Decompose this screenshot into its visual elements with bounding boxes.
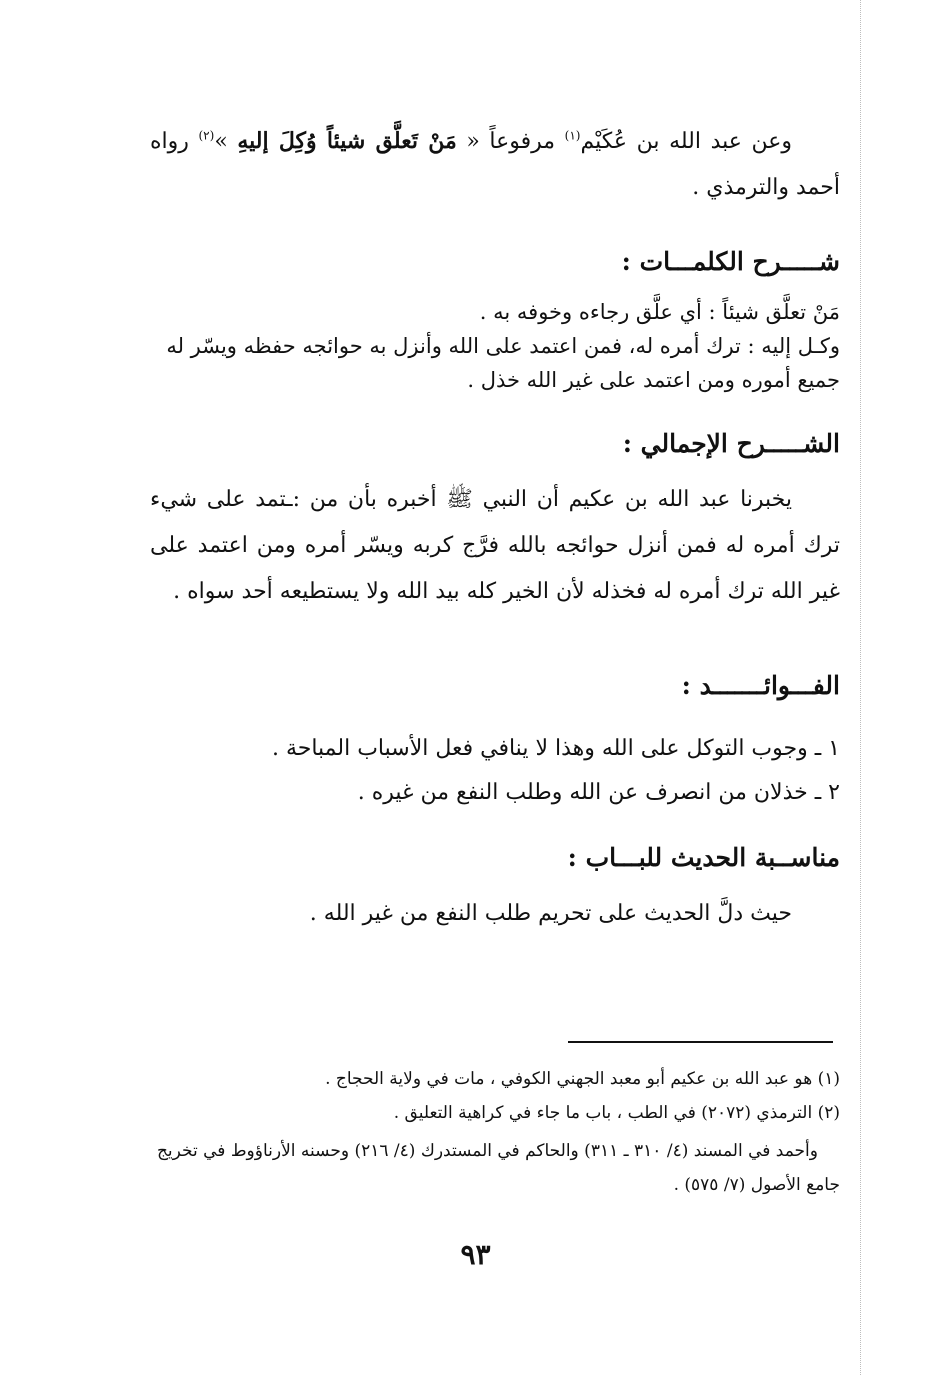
page-body	[150, 118, 840, 937]
general-explanation-text: يخبرنا عبد الله بن عكيم أن النبي ﷺ أخبره بأن من :ـتمد على شيء ترك أمره له فمن أنزل حوائجه بالله فرَّج كربه ويسّر أمره ومن اعتمد على غير الله ترك أمره له فخذله لأن الخير كله بيد الله ولا يستطيعه أحد سواه .	[150, 487, 840, 604]
footnote-2: (٢) الترمذي (٢٠٧٢) في الطب ، باب ما جاء في كراهية التعليق .	[393, 1103, 840, 1123]
definition-item	[150, 329, 840, 397]
general-explanation-heading: الشـــــرح الإجمالي :	[622, 429, 840, 458]
intro-paragraph	[150, 118, 840, 211]
page-number: ٩٣	[460, 1238, 491, 1271]
footnote-2-continuation: وأحمد في المسند (٤/ ٣١٠ ـ ٣١١) والحاكم في المستدرك (٤/ ٢١٦) وحسنه الأرناؤوط في تخريج جامع الأصول (٧/ ٥٧٥) .	[156, 1141, 840, 1195]
benefits-heading: الفـــوائـــــــد :	[681, 671, 840, 700]
scan-edge-line	[860, 0, 861, 1375]
footnote-divider	[568, 1041, 833, 1043]
intro-text-middle: مرفوعاً «	[456, 129, 565, 154]
benefits-list	[150, 727, 840, 815]
intro-text-end: رواه أحمد والترمذي .	[150, 129, 840, 200]
benefit-item: ٢ ـ خذلان من انصرف عن الله وطلب النفع من غيره .	[357, 780, 840, 805]
words-explanation-heading: شـــــرح الكلمـــات :	[621, 247, 840, 276]
definition-term: وكـل إليه	[761, 334, 840, 358]
words-definitions	[150, 295, 840, 397]
footnote-marker-2: (٢)	[198, 128, 215, 143]
definition-text: : أي علَّق رجاءه وخوفه به .	[479, 300, 723, 324]
intro-text-after-hadith: »	[214, 129, 238, 154]
relevance-heading: مناســبة الحديث للبـــاب :	[567, 843, 840, 872]
hadith-text: مَنْ تَعلَّق شيئاً وُكِلَ إليهِ	[237, 128, 457, 154]
definition-item	[150, 295, 840, 329]
definition-term: مَنْ تعلَّق شيئاً	[722, 300, 840, 324]
intro-text-before: وعن عبد الله بن عُكَيْم	[580, 129, 792, 154]
relevance-text: حيث دلَّ الحديث على تحريم طلب النفع من غير الله .	[309, 901, 792, 926]
footnote-1: (١) هو عبد الله بن عكيم أبو معبد الجهني الكوفي ، مات في ولاية الحجاج .	[325, 1069, 840, 1089]
definition-text: : ترك أمره له، فمن اعتمد على الله وأنزل به حوائجه حفظه ويسّر له جميع أموره ومن اعتمد على غير الله خذل .	[166, 334, 840, 392]
footnotes	[150, 1062, 840, 1202]
footnote-marker-1: (١)	[564, 128, 581, 143]
benefit-item: ١ ـ وجوب التوكل على الله وهذا لا ينافي فعل الأسباب المباحة .	[271, 736, 840, 761]
